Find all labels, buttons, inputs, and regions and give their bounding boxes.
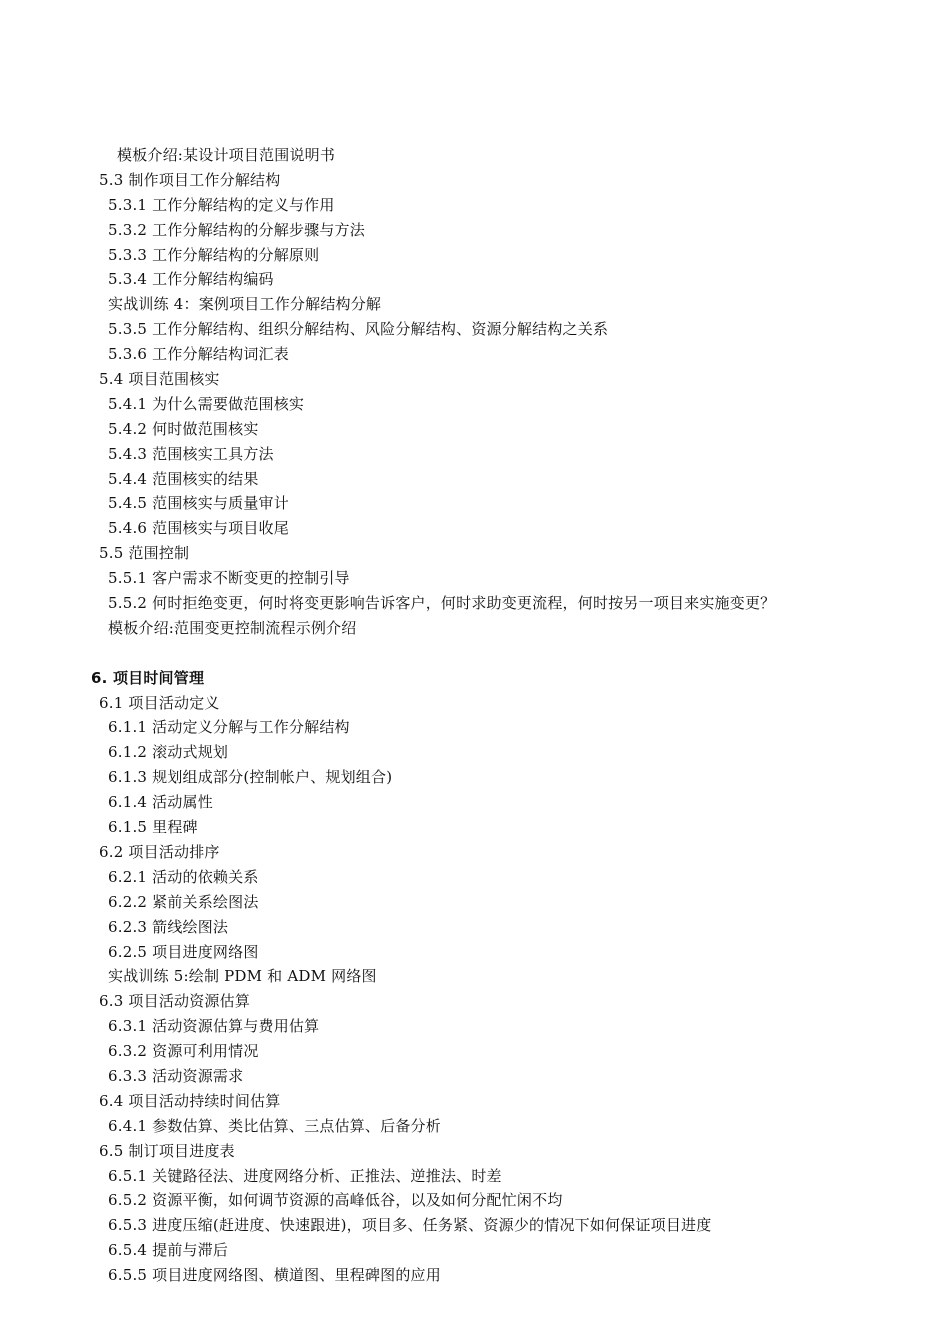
heading-5-5: 5.5 范围控制	[99, 544, 190, 563]
item-5-4-2: 5.4.2 何时做范围核实	[108, 419, 259, 438]
training-4: 实战训练 4：案例项目工作分解结构分解	[108, 295, 382, 314]
heading-5-4: 5.4 项目范围核实	[99, 370, 220, 389]
item-5-3-1: 5.3.1 工作分解结构的定义与作用	[108, 195, 335, 214]
item-5-5-2: 5.5.2 何时拒绝变更，何时将变更影响告诉客户，何时求助变更流程，何时按另一项目来实施变更？	[108, 594, 776, 613]
item-5-3-2: 5.3.2 工作分解结构的分解步骤与方法	[108, 220, 365, 239]
item-6-5-4: 6.5.4 提前与滞后	[108, 1241, 229, 1260]
item-5-4-4: 5.4.4 范围核实的结果	[108, 469, 259, 488]
item-6-5-1: 6.5.1 关键路径法、进度网络分析、正推法、逆推法、时差	[108, 1166, 502, 1185]
heading-6-4: 6.4 项目活动持续时间估算	[99, 1091, 281, 1110]
heading-6-5: 6.5 制订项目进度表	[99, 1141, 235, 1160]
heading-6-2: 6.2 项目活动排序	[99, 842, 220, 861]
item-6-2-1: 6.2.1 活动的依赖关系	[108, 867, 259, 886]
item-5-3-3: 5.3.3 工作分解结构的分解原则	[108, 245, 320, 264]
item-5-3-6: 5.3.6 工作分解结构词汇表	[108, 345, 289, 364]
item-6-1-5: 6.1.5 里程碑	[108, 818, 198, 837]
item-6-3-1: 6.3.1 活动资源估算与费用估算	[108, 1017, 320, 1036]
item-6-1-3: 6.1.3 规划组成部分(控制帐户、规划组合)	[108, 768, 393, 787]
item-5-5-1: 5.5.1 客户需求不断变更的控制引导	[108, 569, 350, 588]
item-6-1-2: 6.1.2 滚动式规划	[108, 743, 229, 762]
training-5: 实战训练 5:绘制 PDM 和 ADM 网络图	[108, 967, 377, 986]
item-6-2-3: 6.2.3 箭线绘图法	[108, 917, 229, 936]
item-5-4-1: 5.4.1 为什么需要做范围核实	[108, 394, 305, 413]
item-6-3-3: 6.3.3 活动资源需求	[108, 1066, 244, 1085]
item-5-3-4: 5.3.4 工作分解结构编码	[108, 270, 274, 289]
item-5-3-5: 5.3.5 工作分解结构、组织分解结构、风险分解结构、资源分解结构之关系	[108, 320, 609, 339]
item-6-1-4: 6.1.4 活动属性	[108, 793, 213, 812]
item-6-2-2: 6.2.2 紧前关系绘图法	[108, 892, 259, 911]
item-6-5-3: 6.5.3 进度压缩(赶进度、快速跟进)，项目多、任务紧、资源少的情况下如何保证项目进度	[108, 1216, 712, 1235]
heading-6-1: 6.1 项目活动定义	[99, 693, 220, 712]
item-6-4-1: 6.4.1 参数估算、类比估算、三点估算、后备分析	[108, 1116, 441, 1135]
document-body	[0, 143, 950, 1288]
item-6-1-1: 6.1.1 活动定义分解与工作分解结构	[108, 718, 350, 737]
item-5-4-6: 5.4.6 范围核实与项目收尾	[108, 519, 289, 538]
item-5-4-3: 5.4.3 范围核实工具方法	[108, 444, 274, 463]
template-scope-statement: 模板介绍:某设计项目范围说明书	[117, 146, 336, 164]
item-6-2-5: 6.2.5 项目进度网络图	[108, 942, 259, 961]
heading-6-3: 6.3 项目活动资源估算	[99, 992, 251, 1011]
item-6-5-2: 6.5.2 资源平衡，如何调节资源的高峰低谷，以及如何分配忙闲不均	[108, 1191, 563, 1210]
template-change-control: 模板介绍:范围变更控制流程示例介绍	[108, 618, 357, 637]
item-6-5-5: 6.5.5 项目进度网络图、横道图、里程碑图的应用	[108, 1266, 441, 1285]
paragraph-spacer	[0, 641, 950, 666]
item-6-3-2: 6.3.2 资源可利用情况	[108, 1042, 259, 1061]
item-5-4-5: 5.4.5 范围核实与质量审计	[108, 494, 289, 513]
heading-5-3: 5.3 制作项目工作分解结构	[99, 170, 281, 189]
heading-6: 6. 项目时间管理	[91, 668, 205, 687]
